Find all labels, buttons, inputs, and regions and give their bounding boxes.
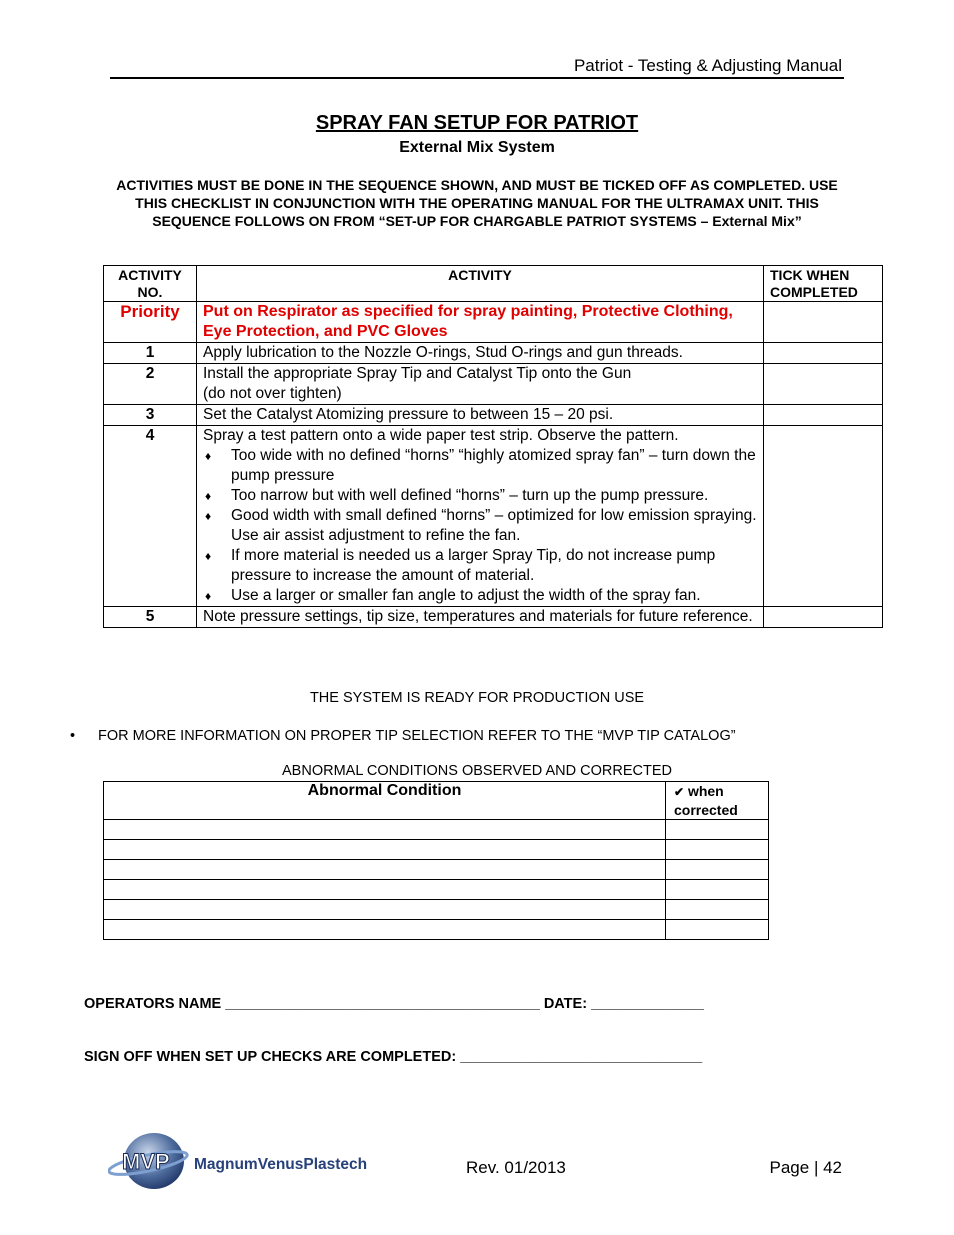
check-icon: ✔ [674,785,685,799]
condition-cell[interactable] [104,900,666,920]
activity-text [197,364,764,405]
document-subtitle: External Mix System [399,139,555,156]
date-label: DATE: [543,996,588,1012]
corrected-cell[interactable] [666,880,769,900]
activity-line: Spray a test pattern onto a wide paper test strip. Observe the pattern. [203,427,679,444]
tick-cell[interactable] [764,426,883,607]
sign-off-label: SIGN OFF WHEN SET UP CHECKS ARE COMPLETED: [84,1049,457,1065]
activity-table [103,265,883,628]
activity-line: Install the appropriate Spray Tip and Catalyst Tip onto the Gun [203,365,632,382]
date-field[interactable]: ______________ [591,996,704,1012]
tick-cell[interactable] [764,364,883,405]
header-title: Patriot - Testing & Adjusting Manual [573,56,842,75]
corrected-cell[interactable] [666,840,769,860]
table-row [104,302,883,343]
condition-cell[interactable] [104,840,666,860]
diamond-bullet-icon: ♦ [205,509,212,523]
activity-no: Priority [104,302,197,343]
ready-text: THE SYSTEM IS READY FOR PRODUCTION USE [309,690,645,706]
activity-text: Put on Respirator as specified for spray painting, Protective Clothing, Eye Protection, and PVC Gloves [197,302,764,343]
header-activity: ACTIVITY [197,266,764,302]
tick-cell[interactable] [764,607,883,628]
sign-off-line [84,1049,702,1065]
info-text: FOR MORE INFORMATION ON PROPER TIP SELECTION REFER TO THE “MVP TIP CATALOG” [98,728,736,744]
document-title: SPRAY FAN SETUP FOR PATRIOT [315,112,639,134]
sign-off-field[interactable]: ______________________________ [460,1049,703,1065]
activity-line: (do not over tighten) [203,385,342,402]
diamond-bullet-icon: ♦ [205,589,212,603]
list-item: ♦ Too wide with no defined “horns” “highly atomized spray fan” – turn down the pump pressure [205,447,756,484]
table-row [104,860,769,880]
tick-cell[interactable] [764,302,883,343]
activity-no: 4 [104,426,197,607]
list-item: ♦ Too narrow but with well defined “horns” – turn up the pump pressure. [205,487,709,504]
corrected-cell[interactable] [666,920,769,940]
header-tick-when-completed: TICK WHEN COMPLETED [764,266,883,302]
corrected-cell[interactable] [666,900,769,920]
page-number: Page | 42 [769,1158,842,1177]
revision-text: Rev. 01/2013 [466,1158,566,1177]
condition-cell[interactable] [104,920,666,940]
activity-table-header [104,266,883,302]
logo-mark: MVP [122,1149,170,1174]
activity-no: 1 [104,343,197,364]
header-when-corrected: ✔ when corrected [666,782,769,820]
abnormal-table-header [104,782,769,820]
diamond-bullet-icon: ♦ [205,449,212,463]
table-row [104,426,883,607]
header-abnormal-condition: Abnormal Condition [104,782,666,820]
table-row [104,840,769,860]
condition-cell[interactable] [104,880,666,900]
logo-text: MagnumVenusPlastech [194,1156,368,1173]
table-row [104,820,769,840]
activity-text: Set the Catalyst Atomizing pressure to between 15 – 20 psi. [197,405,764,426]
condition-cell[interactable] [104,860,666,880]
list-item: ♦ If more material is needed us a larger Spray Tip, do not increase pump pressure to increase the amount of material. [205,547,716,584]
activity-no: 5 [104,607,197,628]
list-item: ♦ Use a larger or smaller fan angle to adjust the width of the spray fan. [205,587,701,604]
operators-name-line [84,996,704,1012]
table-row [104,343,883,364]
operators-name-field[interactable]: _______________________________________ [225,996,540,1012]
instructions-text: ACTIVITIES MUST BE DONE IN THE SEQUENCE SHOWN, AND MUST BE TICKED OFF AS COMPLETED. USE THIS CHECKLIST IN CONJUNCTION WITH THE OPERATING MANUAL FOR THE ULTRAMAX UNIT. THIS SEQUENCE FOLLOWS ON FROM “SET-UP FOR CHARGABLE PATRIOT SYSTEMS – External Mix” [116,177,838,229]
header-activity-no: ACTIVITY NO. [104,266,197,302]
table-row [104,920,769,940]
bullet-icon: • [70,728,76,744]
activity-text: Apply lubrication to the Nozzle O-rings, Stud O-rings and gun threads. [197,343,764,364]
activity-text [197,426,764,607]
activity-no: 3 [104,405,197,426]
list-item: ♦ Good width with small defined “horns” – optimized for low emission spraying. Use air assist adjustment to refine the fan. [205,507,757,544]
diamond-bullet-icon: ♦ [205,489,212,503]
tick-cell[interactable] [764,405,883,426]
corrected-cell[interactable] [666,820,769,840]
diamond-bullet-icon: ♦ [205,549,212,563]
activity-no: 2 [104,364,197,405]
corrected-cell[interactable] [666,860,769,880]
abnormal-caption: ABNORMAL CONDITIONS OBSERVED AND CORRECTED [282,763,672,779]
table-row [104,405,883,426]
header-rule [110,77,844,79]
observation-list [203,446,757,606]
table-row [104,364,883,405]
table-row [104,900,769,920]
table-row [104,880,769,900]
table-row [104,607,883,628]
tick-cell[interactable] [764,343,883,364]
activity-text: Note pressure settings, tip size, temperatures and materials for future reference. [197,607,764,628]
operators-name-label: OPERATORS NAME [84,996,222,1012]
condition-cell[interactable] [104,820,666,840]
abnormal-conditions-table [103,781,769,940]
